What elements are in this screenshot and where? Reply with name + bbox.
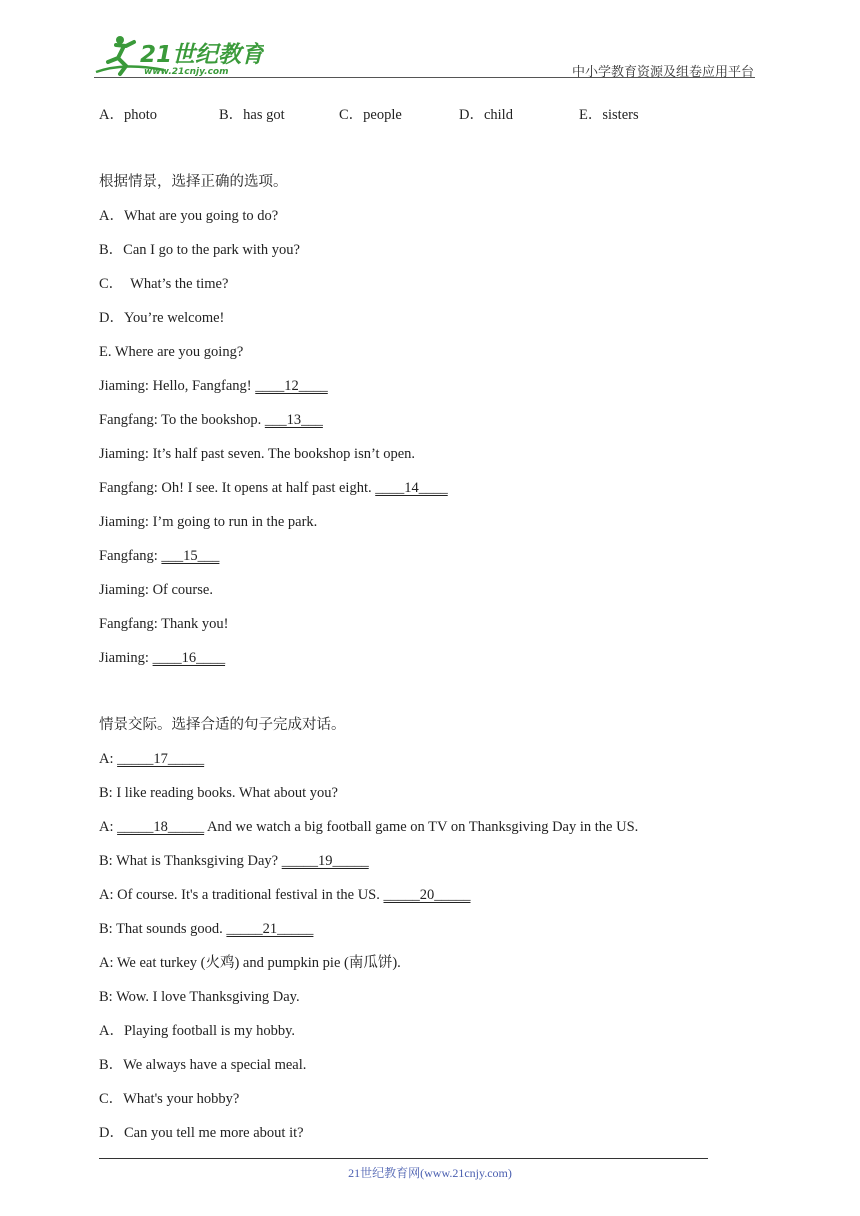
logo-text: 21世纪教育 [140, 42, 264, 68]
dialogue-line [99, 647, 739, 681]
answer-blank: _____17_____ [117, 751, 205, 767]
footer-divider [99, 1158, 708, 1159]
dialogue-line [99, 986, 739, 1020]
dialogue-text: Fangfang: Thank you! [99, 616, 229, 632]
answer-blank: ____16____ [152, 650, 226, 666]
dialogue-text: B: I like reading books. What about you? [99, 785, 338, 801]
dialogue-line [99, 579, 739, 613]
option-line: C． What’s the time? [99, 276, 229, 292]
dialogue-line [99, 443, 739, 477]
dialogue-text: Jiaming: Hello, Fangfang! [99, 378, 256, 394]
dialogue-text: B: Wow. I love Thanksgiving Day. [99, 989, 300, 1005]
spacer [99, 681, 739, 714]
spacer [99, 138, 739, 171]
dialogue-line [99, 748, 739, 782]
word-option: B．has got [219, 107, 285, 123]
option-line: C．What's your hobby? [99, 1091, 240, 1107]
logo-url: www.21cnjy.com [144, 67, 229, 77]
option-line: D．You’re welcome! [99, 310, 225, 326]
logo [94, 32, 264, 78]
dialogue-text: Jiaming: I’m going to run in the park. [99, 514, 318, 530]
dialogue-line [99, 952, 739, 986]
dialogue-text: B: That sounds good. [99, 921, 227, 937]
option-line: A．Playing football is my hobby. [99, 1023, 296, 1039]
answer-blank: ___13___ [264, 412, 323, 428]
option-line: B．We always have a special meal. [99, 1057, 307, 1073]
option-line: E. Where are you going? [99, 344, 244, 360]
section2-instruction: 情景交际。选择合适的句子完成对话。 [99, 717, 346, 733]
word-option: E．sisters [579, 107, 639, 123]
option-line: B．Can I go to the park with you? [99, 242, 300, 258]
dialogue-line [99, 409, 739, 443]
dialogue-text: A: We eat turkey (火鸡) and pumpkin pie (南瓜饼). [99, 955, 401, 971]
word-options-row [99, 104, 739, 138]
dialogue-line [99, 850, 739, 884]
word-option: C．people [339, 107, 402, 123]
dialogue-text: A: [99, 751, 118, 767]
answer-blank: ___15___ [161, 548, 220, 564]
answer-blank: _____21_____ [226, 921, 314, 937]
answer-blank: _____20_____ [383, 887, 471, 903]
section1-instruction: 根据情景，选择正确的选项。 [99, 174, 288, 190]
dialogue-text: And we watch a big football game on TV on Thanksgiving Day in the US. [204, 819, 639, 835]
dialogue-text: Jiaming: Of course. [99, 582, 213, 598]
answer-blank: _____19_____ [281, 853, 369, 869]
dialogue-text: B: What is Thanksgiving Day? [99, 853, 282, 869]
dialogue-line [99, 884, 739, 918]
dialogue-text: Jiaming: It’s half past seven. The bookshop isn’t open. [99, 446, 416, 462]
platform-title: 中小学教育资源及组卷应用平台 [571, 64, 754, 79]
dialogue-text: Fangfang: [99, 548, 162, 564]
dialogue-text: Fangfang: Oh! I see. It opens at half past eight. [99, 480, 376, 496]
dialogue-line [99, 918, 739, 952]
dialogue-line [99, 511, 739, 545]
dialogue-line [99, 375, 739, 409]
dialogue-line [99, 545, 739, 579]
option-line: D．Can you tell me more about it? [99, 1125, 304, 1141]
answer-blank: _____18_____ [117, 819, 205, 835]
dialogue-line [99, 816, 739, 850]
worksheet-content [99, 104, 739, 1156]
dialogue-line [99, 782, 739, 816]
dialogue-text: A: Of course. It's a traditional festival in the US. [99, 887, 384, 903]
dialogue-text: A: [99, 819, 118, 835]
dialogue-line [99, 477, 739, 511]
page-header [0, 0, 860, 80]
word-option: D．child [459, 107, 513, 123]
word-option: A．photo [99, 107, 157, 123]
answer-blank: ____14____ [375, 480, 448, 496]
option-line: A．What are you going to do? [99, 208, 279, 224]
footer-link[interactable]: 21世纪教育网(www.21cnjy.com) [348, 1166, 512, 1180]
dialogue-text: Jiaming: [99, 650, 153, 666]
header-divider [94, 77, 755, 78]
dialogue-text: Fangfang: To the bookshop. [99, 412, 265, 428]
answer-blank: ____12____ [255, 378, 328, 394]
dialogue-line [99, 613, 739, 647]
